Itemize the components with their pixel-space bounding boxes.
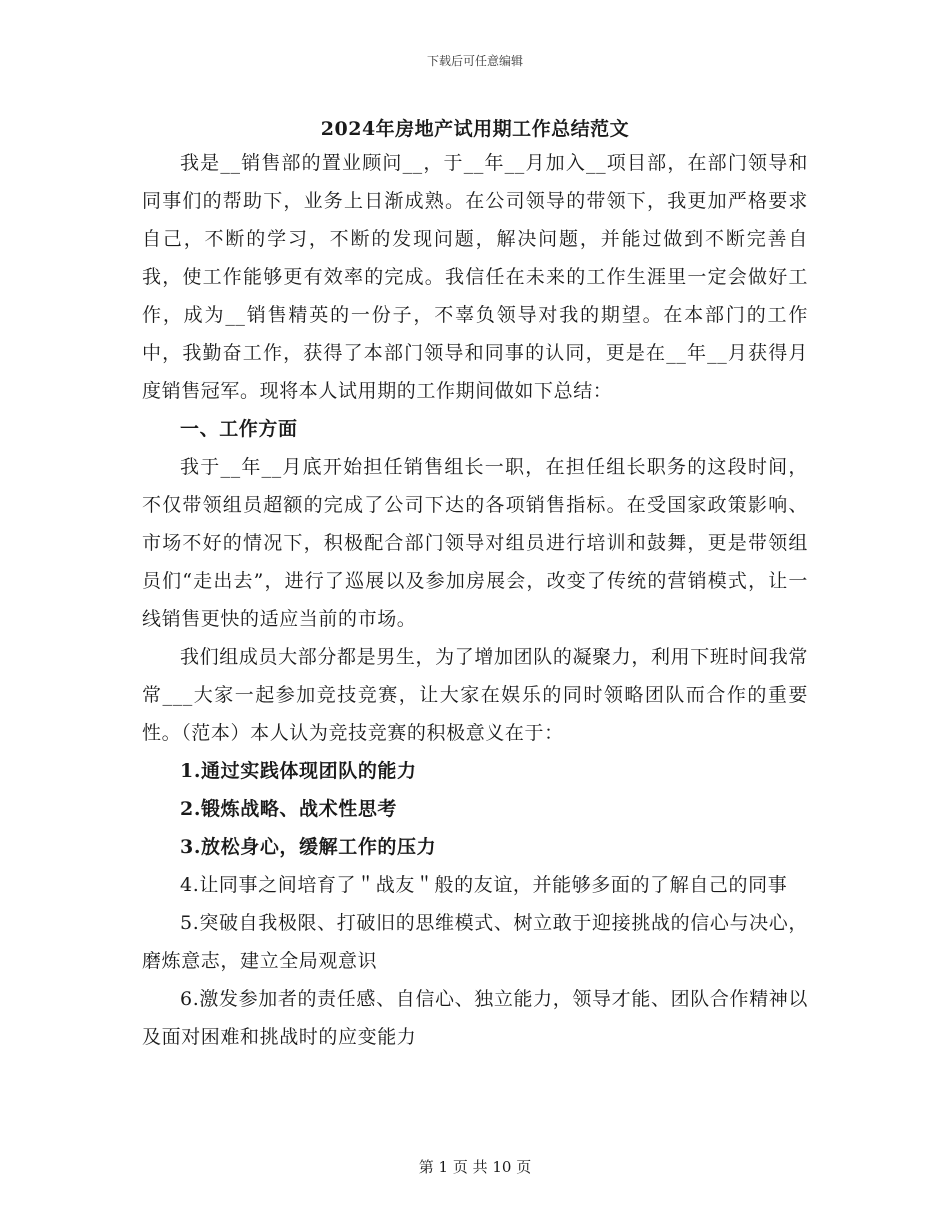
document-body: [142, 144, 808, 1056]
paragraph-team-leader: 我于__年__月底开始担任销售组长一职，在担任组长职务的这段时间，不仅带领组员超额的完成了公司下达的各项销售指标。在受国家政策影响、市场不好的情况下，积极配合部门领导对组员进行培训和鼓舞，更是带领组员们“走出去”，进行了巡展以及参加房展会，改变了传统的营销模式，让一线销售更快的适应当前的市场。: [142, 456, 808, 630]
page-number: 第 1 页 共 10 页: [418, 1158, 532, 1176]
paragraph-team-building: 我们组成员大部分都是男生，为了增加团队的凝聚力，利用下班时间我常常___大家一起参加竞技竞赛，让大家在娱乐的同时领略团队而合作的重要性。（范本）本人认为竞技竞赛的积极意义在于：: [142, 646, 808, 744]
paragraph-intro: 我是__销售部的置业顾问__，于__年__月加入__项目部，在部门领导和同事们的帮助下，业务上日渐成熟。在公司领导的带领下，我更加严格要求自己，不断的学习，不断的发现问题，解决问题，并能过做到不断完善自我，使工作能够更有效率的完成。我信任在未来的工作生涯里一定会做好工作，成为__销售精英的一份子，不辜负领导对我的期望。在本部门的工作中，我勤奋工作，获得了本部门领导和同事的认同，更是在__年__月获得月度销售冠军。现将本人试用期的工作期间做如下总结：: [142, 152, 808, 402]
list-item-3: 3.放松身心，缓解工作的压力: [180, 836, 437, 858]
document-title: 2024年房地产试用期工作总结范文: [320, 118, 630, 140]
section-heading-work: 一、工作方面: [180, 418, 298, 440]
list-item-4: 4.让同事之间培育了＂战友＂般的友谊，并能够多面的了解自己的同事: [180, 874, 788, 896]
list-item-5: 5.突破自我极限、打破旧的思维模式、树立敢于迎接挑战的信心与决心，磨炼意志，建立全局观意识: [142, 912, 808, 972]
list-item-1: 1.通过实践体现团队的能力: [180, 760, 417, 782]
list-item-6: 6.激发参加者的责任感、自信心、独立能力，领导才能、团队合作精神以及面对困难和挑战时的应变能力: [142, 988, 808, 1048]
list-item-2: 2.锻炼战略、战术性思考: [180, 798, 398, 820]
header-note: 下载后可任意编辑: [426, 54, 523, 68]
